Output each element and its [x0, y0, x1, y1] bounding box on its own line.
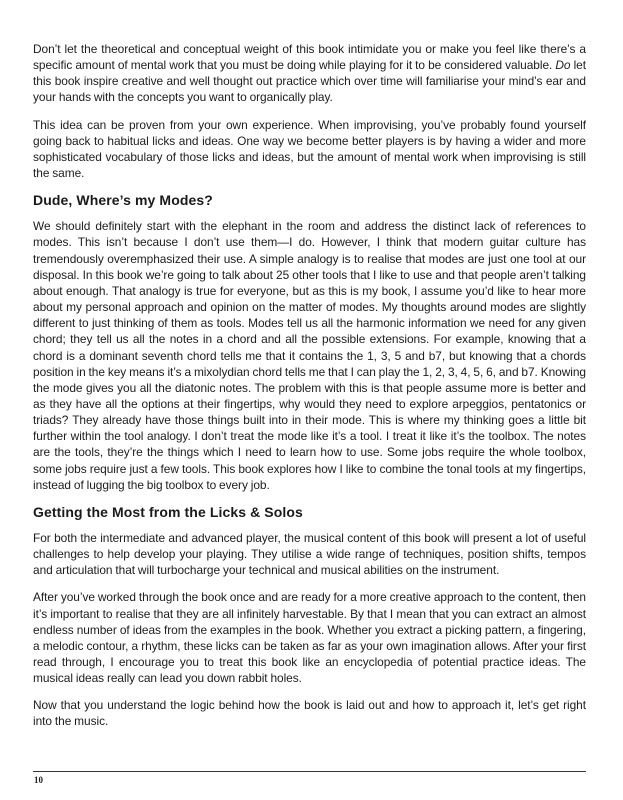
licks-paragraph-2: After you’ve worked through the book once and are ready for a more creative approach to the content, then it’s important to realise that they are all infinitely harvestable. By that I mean that you can extract an almost endless number of ideas from the examples in the book. Whether you extract a picking pattern, a fingering, a melodic contour, a rhythm, these licks can be taken as far as your own imagination allows. After your first read through, I encourage you to treat this book like an encyclopedia of potential practice ideas. The musical ideas really can lead you down rabbit holes. [33, 590, 586, 686]
page-content [33, 41, 586, 741]
intro-paragraph-1 [33, 41, 586, 106]
intro-paragraph-1-tail: let this book inspire creative and well thought out practice which over time will familiarise your mind’s ear and your hands with the concepts you want to organically play. [33, 58, 587, 105]
modes-section-heading: Dude, Where’s my Modes? [33, 192, 213, 209]
page-number: 10 [34, 775, 43, 785]
licks-paragraph-3: Now that you understand the logic behind how the book is laid out and how to approach it, let’s get right into the music. [33, 698, 586, 729]
licks-section-heading: Getting the Most from the Licks & Solos [33, 503, 303, 520]
intro-paragraph-2: This idea can be proven from your own experience. When improvising, you’ve probably found yourself going back to habitual licks and ideas. One way we become better players is by having a wider and more sophisticated vocabulary of those licks and ideas, but the amount of mental work when improvising is still the same. [33, 117, 586, 181]
licks-paragraph-1: For both the intermediate and advanced player, the musical content of this book will present a lot of useful challenges to help develop your playing. They utilise a wide range of techniques, position shifts, tempos and articulation that will turbocharge your technical and musical abilities on the instrument. [33, 530, 586, 578]
intro-emphasis-do: Do [555, 58, 571, 73]
footer-divider [33, 771, 586, 772]
intro-paragraph-1-lead: Don’t let the theoretical and conceptual weight of this book intimidate you or make you feel like there’s a specific amount of mental work that you must be doing while playing for it to be considered valuable. [33, 42, 586, 73]
modes-section-paragraph: We should definitely start with the elephant in the room and address the distinct lack of references to modes. This isn’t because I don’t use them—I do. However, I think that modern guitar culture has tremendously overemphasized their use. A simple analogy is to realise that modes are just one tool at our disposal. In this book we’re going to talk about 25 other tools that I like to use and that people aren’t talking about enough. That analogy is true for everyone, but as this is my book, I assume you’d like to hear more about my personal approach and opinion on the matter of modes. My thoughts around modes are slightly different to just thinking of them as tools. Modes tell us all the harmonic information we need for any given chord; they tell us all the notes in a chord and all the possible extensions. For example, knowing that a chord is a dominant seventh chord tells me that it contains the 1, 3, 5 and b7, but knowing that a chords position in the key means it’s a mixolydian chord tells me that I can play the 1, 2, 3, 4, 5, 6, and b7. Knowing the mode gives you all the diatonic notes. The problem with this is that people assume more is better and as they have all the options at their fingertips, why would they need to explore arpeggios, pentatonics or triads? They already have those things built into in their mode. This is where my thinking goes a little bit further within the tool analogy. I don’t treat the mode like it’s a tool. I treat it like it’s the toolbox. The notes are the tools, they’re the things which I need to learn how to use. Some jobs require the whole toolbox, some jobs require just a few tools. This book explores how I like to combine the tonal tools at my fingertips, instead of lugging the big toolbox to every job. [33, 219, 586, 492]
